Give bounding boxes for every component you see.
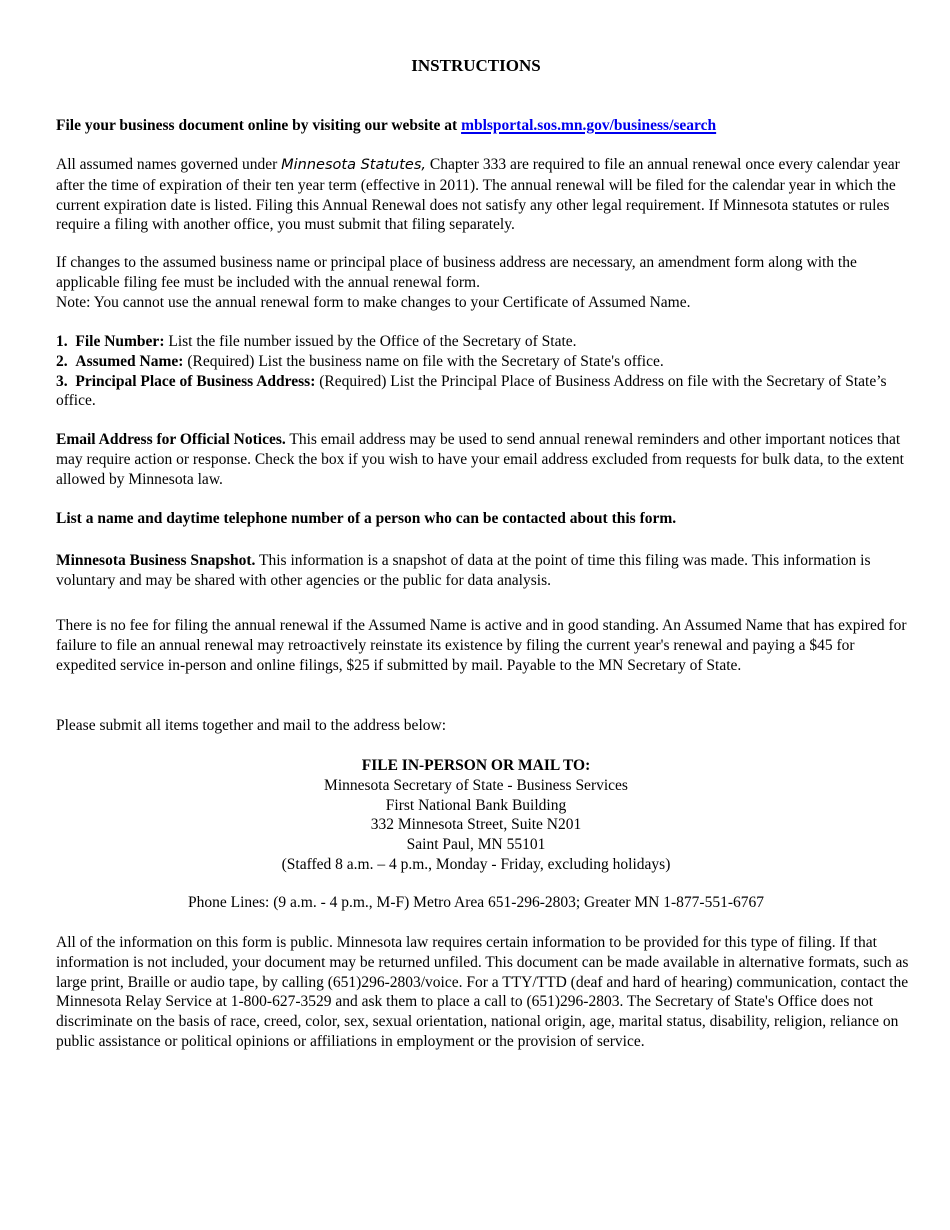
submit-instruction: Please submit all items together and mail to the address below: xyxy=(56,717,446,734)
office-hours: (Staffed 8 a.m. – 4 p.m., Monday - Friday, excluding holidays) xyxy=(281,855,671,873)
fee-paragraph: There is no fee for filing the annual renewal if the Assumed Name is active and in good standing. An Assumed Name that has expired for failure to file an annual renewal may retroactively reinstate its existence by filing the current year's renewal and paying a $45 for expedited service in-person and online filings, $25 if submitted by mail. Payable to the MN Secretary of State. xyxy=(56,617,907,674)
page-title: INSTRUCTIONS xyxy=(411,56,541,75)
phone-lines: Phone Lines: (9 a.m. - 4 p.m., M-F) Metro Area 651-296-2803; Greater MN 1-877-551-6767 xyxy=(188,894,764,911)
item-label: File Number: xyxy=(75,333,165,350)
item-label: Principal Place of Business Address: xyxy=(75,372,316,390)
intro-post-text: Chapter 333 are required to file an annual renewal once every calendar year after the time of expiration of their ten year term (effective in 2011). The annual renewal will be filed for the calendar year in which the current expiration date is listed. Filing this Annual Renewal does not satisfy any other legal requirement. If Minnesota statutes or rules require a filing with another office, you must submit that filing separately. xyxy=(56,156,900,234)
list-item xyxy=(56,372,911,412)
snapshot-paragraph xyxy=(56,551,911,591)
public-information-paragraph: All of the information on this form is public. Minnesota law requires certain information to be provided for this type of filing. If that information is not included, your document may be returned unfiled. This document can be made available in alternative formats, such as large print, Braille or audio tape, by calling (651)296-2803/voice. For a TTY/TTD (deaf and hard of hearing) communication, contact the Minnesota Relay Service at 1-800-627-3529 and ask them to place a call to (651)296-2803. The Secretary of State's Office does not discriminate on the basis of race, creed, color, sex, sexual orientation, national origin, age, marital status, disability, religion, reliance on public assistance or political opinions or affiliations in employment or the provision of service. xyxy=(56,934,909,1050)
online-filing-text: File your business document online by visiting our website at xyxy=(56,117,458,134)
statutes-reference: Minnesota Statutes, xyxy=(281,157,426,173)
changes-note: Note: You cannot use the annual renewal form to make changes to your Certificate of Assumed Name. xyxy=(56,293,691,311)
changes-text: If changes to the assumed business name or principal place of business address are necessary, an amendment form along with the applicable filing fee must be included with the annual renewal form. xyxy=(56,254,857,291)
intro-paragraph xyxy=(56,155,911,235)
changes-paragraph xyxy=(56,253,911,312)
list-item xyxy=(56,352,911,372)
address-line: Minnesota Secretary of State - Business Services xyxy=(324,776,628,794)
item-list xyxy=(56,332,911,411)
mailing-address-block xyxy=(0,756,950,875)
item-text: (Required) List the business name on file with the Secretary of State's office. xyxy=(187,352,664,370)
item-text: (Required) List the Principal Place of Business Address on file with the Secretary of State’s office. xyxy=(56,372,887,410)
item-number: 1. xyxy=(56,333,68,350)
item-number: 2. xyxy=(56,352,68,370)
intro-pre-text: All assumed names governed under xyxy=(56,156,278,173)
business-search-link[interactable]: mblsportal.sos.mn.gov/business/search xyxy=(461,117,717,134)
contact-instruction: List a name and daytime telephone number of a person who can be contacted about this form. xyxy=(56,510,677,527)
email-label: Email Address for Official Notices. xyxy=(56,431,286,448)
list-item xyxy=(56,332,911,352)
address-line: Saint Paul, MN 55101 xyxy=(406,836,546,854)
email-paragraph xyxy=(56,430,911,489)
snapshot-label: Minnesota Business Snapshot. xyxy=(56,552,256,569)
address-heading: FILE IN-PERSON OR MAIL TO: xyxy=(361,757,591,774)
snapshot-text: This information is a snapshot of data at the point of time this filing was made. This information is voluntary and may be shared with other agencies or the public for data analysis. xyxy=(56,552,871,589)
item-text: List the file number issued by the Office of the Secretary of State. xyxy=(168,333,577,350)
item-label: Assumed Name: xyxy=(75,352,184,370)
item-number: 3. xyxy=(56,372,68,390)
address-line: First National Bank Building xyxy=(385,796,567,814)
address-line: 332 Minnesota Street, Suite N201 xyxy=(370,816,582,834)
email-text: This email address may be used to send annual renewal reminders and other important notices that may require action or response. Check the box if you wish to have your email address excluded from requests for bulk data, to the extent allowed by Minnesota law. xyxy=(56,431,904,488)
online-filing-paragraph xyxy=(56,116,911,136)
